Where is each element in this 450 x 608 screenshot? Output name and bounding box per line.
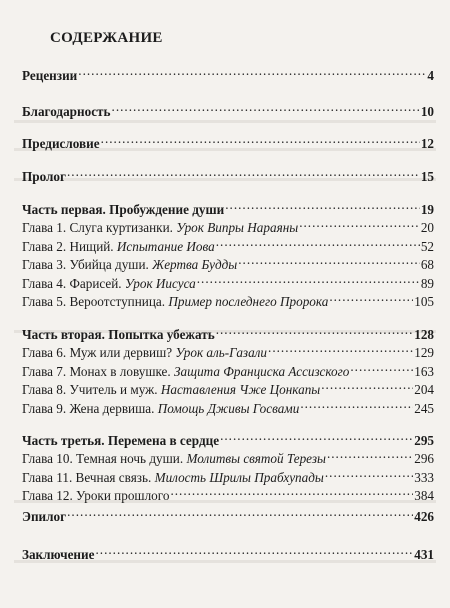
toc-page-number: 129 (414, 345, 434, 360)
chapter-label: Глава 9. Жена дервиша. (22, 401, 155, 416)
toc-page-number: 333 (414, 470, 434, 485)
toc-page-number: 204 (414, 382, 434, 397)
dot-leader (329, 288, 413, 306)
toc-page-number: 4 (427, 68, 434, 83)
toc-entry-thanks[interactable] (22, 98, 434, 119)
dot-leader (300, 395, 413, 413)
toc-entry-conclusion[interactable] (22, 541, 434, 562)
toc-entry-label: Эпилог (22, 509, 67, 524)
dot-leader (325, 464, 413, 482)
dot-leader (78, 62, 426, 80)
toc-chapter-3[interactable] (22, 251, 434, 272)
toc-page-number: 19 (420, 202, 434, 217)
toc-chapter-11[interactable] (22, 464, 434, 485)
toc-page-number: 105 (414, 294, 434, 309)
dot-leader (321, 376, 413, 394)
chapter-label: Глава 12. Уроки прошлого (22, 488, 170, 503)
chapter-subtitle: Помощь Дживы Госвами (157, 401, 300, 416)
chapter-label: Глава 8. Учитель и муж. (22, 382, 158, 397)
toc-part-1[interactable] (22, 196, 434, 217)
dot-leader (197, 270, 420, 288)
toc-page-number: 296 (414, 451, 434, 466)
toc-chapter-9[interactable] (22, 395, 434, 416)
chapter-subtitle: Урок Иисуса (124, 276, 196, 291)
dot-leader (327, 445, 413, 463)
chapter-subtitle: Милость Шрилы Прабхупады (154, 470, 324, 485)
toc-page-number: 12 (420, 136, 434, 151)
toc-entry-label: Заключение (22, 547, 95, 562)
chapter-label: Глава 1. Слуга куртизанки. (22, 220, 173, 235)
dot-leader (170, 482, 413, 500)
dot-leader (350, 358, 413, 376)
toc-entry-label: Рецензии (22, 68, 78, 83)
dot-leader (101, 130, 420, 148)
toc-page-number: 245 (414, 401, 434, 416)
toc-entry-prologue[interactable] (22, 163, 434, 184)
dot-leader (67, 163, 420, 181)
dot-leader (299, 214, 420, 232)
dot-leader (225, 196, 420, 214)
toc-entry-label: Предисловие (22, 136, 100, 151)
toc-entry-label: Пролог (22, 169, 66, 184)
toc-chapter-5[interactable] (22, 288, 434, 309)
toc-entry-reviews[interactable] (22, 62, 434, 83)
toc-page-number: 52 (420, 239, 434, 254)
chapter-subtitle: Наставления Чже Цонкапы (160, 382, 321, 397)
chapter-subtitle: Урок аль-Газали (175, 345, 268, 360)
toc-chapter-4[interactable] (22, 270, 434, 291)
chapter-label: Глава 10. Темная ночь души. (22, 451, 184, 466)
toc-page-number: 426 (414, 509, 434, 524)
chapter-subtitle: Молитвы святой Терезы (186, 451, 326, 466)
chapter-label: Глава 11. Вечная связь. (22, 470, 152, 485)
toc-part-3[interactable] (22, 427, 434, 448)
dot-leader (216, 321, 414, 339)
dot-leader (220, 427, 413, 445)
dot-leader (268, 339, 413, 357)
dot-leader (95, 541, 413, 559)
toc-page-number: 128 (414, 327, 434, 342)
chapter-label: Глава 6. Муж или дервиш? (22, 345, 173, 360)
dot-leader (238, 251, 420, 269)
toc-chapter-6[interactable] (22, 339, 434, 360)
toc-entry-label: Часть вторая. Попытка убежать (22, 327, 215, 342)
toc-chapter-7[interactable] (22, 358, 434, 379)
chapter-subtitle: Испытание Иова (116, 239, 215, 254)
toc-page-number: 15 (420, 169, 434, 184)
toc-page-number: 89 (420, 276, 434, 291)
chapter-label: Глава 7. Монах в ловушке. (22, 364, 171, 379)
chapter-subtitle: Урок Випры Нараяны (176, 220, 299, 235)
chapter-subtitle: Защита Франциска Ассизского (174, 364, 350, 379)
chapter-subtitle: Пример последнего Пророка (168, 294, 329, 309)
chapter-label: Глава 3. Убийца души. (22, 257, 149, 272)
toc-entry-epilogue[interactable] (22, 503, 434, 524)
dot-leader (112, 98, 420, 116)
toc-page-number: 68 (420, 257, 434, 272)
toc-chapter-12[interactable] (22, 482, 434, 503)
toc-part-2[interactable] (22, 321, 434, 342)
toc-page-number: 431 (414, 547, 434, 562)
dot-leader (216, 233, 420, 251)
toc-page-number: 20 (420, 220, 434, 235)
toc-chapter-1[interactable] (22, 214, 434, 235)
chapter-subtitle: Жертва Будды (152, 257, 238, 272)
toc-page-number: 10 (420, 104, 434, 119)
toc-chapter-8[interactable] (22, 376, 434, 397)
toc-entry-label: Часть первая. Пробуждение души (22, 202, 225, 217)
dot-leader (67, 503, 413, 521)
toc-chapter-2[interactable] (22, 233, 434, 254)
toc-entry-preface[interactable] (22, 130, 434, 151)
page-title: СОДЕРЖАНИЕ (50, 30, 163, 46)
chapter-label: Глава 5. Вероотступница. (22, 294, 166, 309)
chapter-label: Глава 4. Фарисей. (22, 276, 122, 291)
chapter-label: Глава 2. Нищий. (22, 239, 114, 254)
toc-page-number: 295 (414, 433, 434, 448)
toc-chapter-10[interactable] (22, 445, 434, 466)
toc-entry-label: Благодарность (22, 104, 111, 119)
toc-page-number: 384 (414, 488, 434, 503)
toc-page-number: 163 (414, 364, 434, 379)
toc-entry-label: Часть третья. Перемена в сердце (22, 433, 220, 448)
